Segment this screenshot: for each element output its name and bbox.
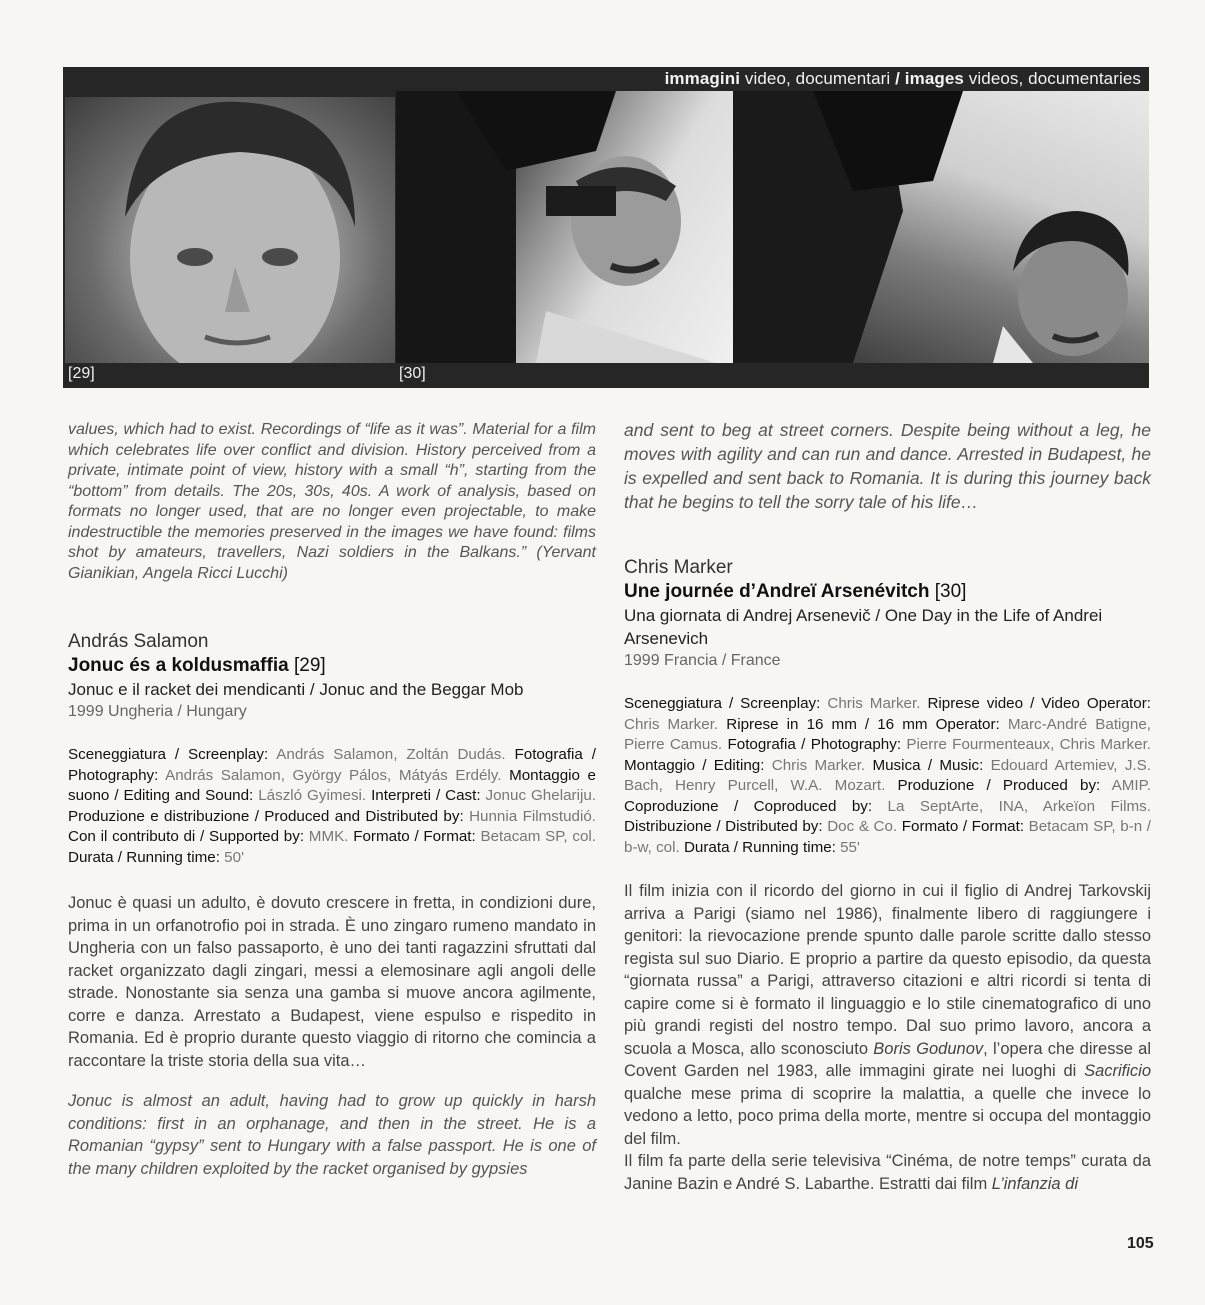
film-title-text: Une journée d’Andreï Arsenévitch [624, 581, 930, 602]
film-still-man-with-curly-hair [733, 91, 1149, 363]
image-strip [63, 67, 1149, 388]
film-title [624, 580, 1151, 604]
synopsis-it-p1 [624, 880, 1151, 1150]
film-title-ref: [29] [293, 655, 326, 676]
header-separator: / [895, 69, 900, 88]
credit-value: 55' [840, 838, 860, 856]
right-intro-text: and sent to beg at street corners. Despite being without a leg, he moves with agility and can run and dance. Arrested in Budapest, he is expelled and sent back to Romania. It is during this journey back that he begins to tell the sorry tale of his life… [624, 420, 1151, 512]
header-it-rest: video, documentari [744, 69, 891, 88]
film-still-boy-portrait [65, 97, 395, 363]
synopsis-text: Il film fa parte della serie televisiva “Cinéma, de notre temps” curata da Janine Bazin e André S. Labarthe. Estratti dai film [624, 1152, 1151, 1193]
film-title-text: Jonuc és a koldusmaffia [68, 655, 289, 676]
credit-label: Sceneggiatura / Screenplay: [68, 746, 277, 763]
synopsis-text: Il film inizia con il ricordo del giorno in cui il figlio di Andrej Tarkovskij arriva a Parigi (siamo nel 1986), finalmente libero di raggiungere i genitori: la rievocazione prende spunto dalle parole scritte dallo stesso regista sul suo Diario. E proprio a partire da questo episodio, da questa “giornata russa” a Parigi, attraverso citazioni e altri ricordi si tenta di capire come si è formato il linguaggio e lo stile cinematografico di uno più grandi registi del nostro tempo. Dal suo primo lavoro, ancora a scuola a Mosca, allo sconosciuto [624, 882, 1151, 1058]
film-alt-title: Una giornata di Andrej Arsenevič / One Day in the Life of Andrei Arsenevich [624, 606, 1103, 648]
synopsis-it: Jonuc è quasi un adulto, è dovuto crescere in fretta, in condizioni dure, prima in un orfanotrofio poi in strada. È uno zingaro rumeno mandato in Ungheria con un falso passaporto, è uno dei tanti ragazzini sfruttati dal racket organizzato dagli zingari, messi a elemosinare agli angoli delle strade. Nonostante sia senza una gamba si muove ancora agilmente, corre e danza. Arrestato a Budapest, viene espulso e rispedito in Romania. Ed è proprio durante questo viaggio di ritorno che comincia a raccontare la triste storia della sua vita… [68, 894, 596, 1070]
synopsis-text: qualche mese prima di scoprire la malattia, a quelle che invece lo vedono a letto, poco prima della morte, mentre si occupa del montaggio del film. [624, 1084, 1151, 1148]
credit-value: 50' [224, 848, 244, 866]
film-reference: Sacrificio [1084, 1062, 1151, 1080]
synopsis-en: Jonuc is almost an adult, having had to grow up quickly in harsh conditions: first in an orphanage, and then in the street. He is a Romanian “gypsy” sent to Hungary with a false passport. He is one of the many children exploited by the racket organised by gypsies [68, 1092, 596, 1178]
credit-label: Sceneggiatura / Screenplay: [624, 695, 828, 712]
photo-label-29: [29] [68, 365, 95, 382]
credit-label: Fotografia / Photography: [68, 746, 596, 784]
credit-label: Produzione e distribuzione / Produced and Distributed by: [68, 807, 470, 825]
film-still-man-with-camera [396, 91, 733, 363]
credit-value: Chris Marker. [827, 695, 928, 712]
section-header [665, 67, 1141, 93]
credit-value: MMK. [308, 828, 354, 845]
header-en-bold: images [904, 69, 964, 88]
credit-value: Jonuc Ghelariju. [485, 787, 596, 804]
credit-label: Produzione / Produced by: [897, 777, 1112, 794]
credit-value: Chris Marker. [624, 715, 727, 733]
film-entry-arsenevitch [624, 556, 1151, 1195]
credit-label: Durata / Running time: [683, 838, 841, 856]
credit-value: Pierre Fourmenteaux, Chris Marker. [906, 736, 1152, 753]
credit-value: Marc-André Batigne, Pierre Camus. [624, 715, 1151, 753]
credit-label: Musica / Music: [872, 756, 991, 774]
film-credits [624, 694, 1151, 858]
credit-label: Montaggio e suono / Editing and Sound: [68, 766, 597, 804]
synopsis-it-p2 [624, 1150, 1151, 1195]
synopsis-text: , l’opera che diresse al Covent Garden nel 1983, alle immagini girate nei luoghi di [624, 1039, 1151, 1080]
credit-value: András Salamon, György Pálos, Mátyás Erdély. [165, 766, 510, 784]
film-year-country: 1999 Ungheria / Hungary [68, 703, 247, 720]
credit-label: Con il contributo di / Supported by: [68, 828, 309, 845]
director-name: Chris Marker [624, 557, 733, 578]
film-entry-jonuc [68, 630, 596, 1180]
credit-label: Fotografia / Photography: [727, 736, 907, 753]
left-column [68, 420, 596, 584]
credit-value: AMIP. [1111, 777, 1151, 794]
director-name: András Salamon [68, 631, 209, 652]
film-title [68, 654, 596, 678]
credit-value: Betacam SP, col. [480, 828, 597, 845]
film-year-country: 1999 Francia / France [624, 652, 781, 669]
credit-value: Betacam SP, b-n / b-w, col. [624, 818, 1151, 856]
header-it-bold: immagini [664, 69, 741, 88]
film-alt-title: Jonuc e il racket dei mendicanti / Jonuc and the Beggar Mob [68, 680, 524, 699]
film-title-ref: [30] [934, 581, 967, 602]
credit-value: Doc & Co. [827, 818, 902, 835]
right-column [624, 418, 1151, 514]
credit-value: La SeptArte, INA, Arkeïon Films. [887, 797, 1151, 815]
credit-label: Riprese video / Video Operator: [927, 695, 1152, 712]
credit-label: Durata / Running time: [68, 848, 225, 866]
credit-label: Riprese in 16 mm / 16 mm Operator: [726, 715, 1008, 733]
credit-value: László Gyimesi. [258, 787, 372, 804]
credit-value: András Salamon, Zoltán Dudás. [276, 746, 515, 763]
credit-label: Formato / Format: [353, 828, 481, 845]
film-credits [68, 745, 596, 868]
photo-label-30: [30] [399, 365, 426, 382]
credit-value: Edouard Artemiev, J.S. Bach, Henry Purcell, W.A. Mozart. [624, 756, 1151, 794]
credit-label: Coproduzione / Coproduced by: [624, 797, 888, 815]
film-reference: L’infanzia di [991, 1174, 1079, 1193]
film-reference: Boris Godunov [873, 1039, 984, 1058]
credit-value: Chris Marker. [771, 756, 873, 774]
left-intro-text: values, which had to exist. Recordings of “life as it was”. Material for a film which celebrates life over conflict and division. History perceived from a private, intimate point of view, history with a small “h”, starting from the “bottom” from details. The 20s, 30s, 40s. A work of analysis, based on formats no longer used, that are no longer even projectable, to make indestructible the memories preserved in the images we have found: films shot by amateurs, travellers, Nazi soldiers in the Balkans.” (Yervant Gianikian, Angela Ricci Lucchi) [68, 421, 596, 582]
credit-label: Montaggio / Editing: [624, 756, 772, 774]
credit-label: Formato / Format: [901, 818, 1029, 835]
header-en-rest: videos, documentaries [968, 69, 1141, 88]
credit-label: Interpreti / Cast: [371, 787, 486, 804]
credit-label: Distribuzione / Distributed by: [624, 818, 828, 835]
page-number: 105 [1127, 1235, 1154, 1252]
credit-value: Hunnia Filmstudió. [469, 807, 596, 825]
